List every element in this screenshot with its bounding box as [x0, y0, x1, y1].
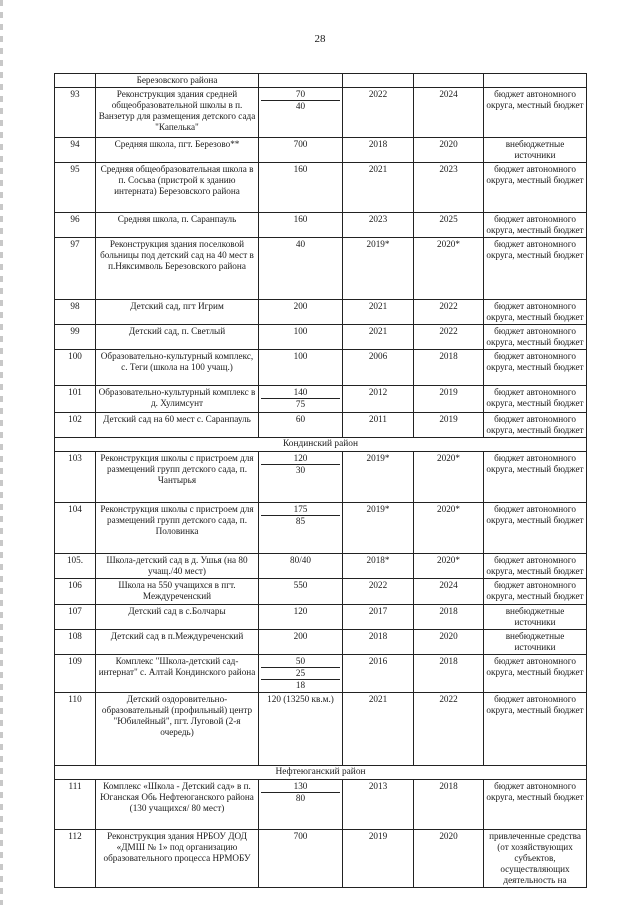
- start-year: 2021: [343, 693, 414, 766]
- table-row: [55, 325, 587, 350]
- capacity-value: 140: [261, 387, 340, 399]
- row-number: 111: [55, 780, 96, 830]
- funding-source: бюджет автономного округа, местный бюджет: [484, 413, 587, 438]
- row-number: 98: [55, 300, 96, 325]
- capacity-cell: [259, 830, 343, 888]
- capacity-value: 130: [261, 781, 340, 793]
- capacity-value: 160: [293, 214, 308, 224]
- capacity-value: 40: [295, 239, 306, 249]
- capacity-value: 18: [295, 680, 306, 690]
- start-year: 2019*: [343, 238, 414, 300]
- section-row: [55, 766, 587, 780]
- capacity-value: 160: [293, 164, 308, 174]
- table-row: [55, 213, 587, 238]
- end-year: 2018: [414, 655, 484, 693]
- end-year: 2020: [414, 138, 484, 163]
- funding-source: бюджет автономного округа, местный бюджет: [484, 579, 587, 605]
- object-name: Детский оздоровительно-образовательный (профильный) центр "Юбилейный", пгт. Луговой (2-я очередь): [96, 693, 259, 766]
- object-name: Реконструкция здания средней общеобразовательной школы в п. Ванзетур для размещения детского сада "Капелька": [96, 88, 259, 138]
- row-number: 104: [55, 503, 96, 554]
- capacity-cell: [259, 655, 343, 693]
- capacity-cell: [259, 238, 343, 300]
- capacity-cell: [259, 630, 343, 655]
- table-row: [55, 503, 587, 554]
- start-year: [343, 74, 414, 88]
- table-row: [55, 630, 587, 655]
- funding-source: бюджет автономного округа, местный бюджет: [484, 300, 587, 325]
- start-year: 2016: [343, 655, 414, 693]
- capacity-cell: [259, 780, 343, 830]
- table-row: [55, 554, 587, 579]
- capacity-cell: [259, 554, 343, 579]
- capacity-cell: [259, 325, 343, 350]
- object-name: Березовского района: [96, 74, 259, 88]
- table-row: [55, 238, 587, 300]
- object-name: Образовательно-культурный комплекс в д. Хулимсунт: [96, 386, 259, 413]
- capacity-value: 120 (13250 кв.м.): [267, 694, 334, 704]
- funding-source: бюджет автономного округа, местный бюджет: [484, 325, 587, 350]
- end-year: 2022: [414, 325, 484, 350]
- scan-edge: [0, 0, 3, 905]
- capacity-cell: [259, 300, 343, 325]
- funding-source: бюджет автономного округа, местный бюджет: [484, 780, 587, 830]
- start-year: 2019: [343, 830, 414, 888]
- object-name: Детский сад в с.Болчары: [96, 605, 259, 630]
- funding-source: [484, 74, 587, 88]
- capacity-value: 120: [261, 453, 340, 465]
- table-row: [55, 452, 587, 503]
- capacity-value: 100: [293, 351, 308, 361]
- capacity-value: 700: [293, 139, 308, 149]
- capacity-value: 40: [295, 101, 306, 111]
- funding-source: бюджет автономного округа, местный бюджет: [484, 503, 587, 554]
- capacity-cell: [259, 163, 343, 213]
- object-name: Средняя общеобразовательная школа в п. Сосьва (пристрой к зданию интерната) Березовского района: [96, 163, 259, 213]
- capacity-value: 30: [295, 465, 306, 475]
- funding-source: бюджет автономного округа, местный бюджет: [484, 88, 587, 138]
- object-name: Комплекс «Школа - Детский сад» в п. Юганская Обь Нефтеюганского района (130 учащихся/ 80 мест): [96, 780, 259, 830]
- row-number: 102: [55, 413, 96, 438]
- row-number: 93: [55, 88, 96, 138]
- table-row: [55, 88, 587, 138]
- end-year: 2020*: [414, 452, 484, 503]
- start-year: 2022: [343, 579, 414, 605]
- end-year: 2023: [414, 163, 484, 213]
- row-number: [55, 74, 96, 88]
- table-row: [55, 300, 587, 325]
- object-name: Детский сад, пгт Игрим: [96, 300, 259, 325]
- capacity-value: 120: [293, 606, 308, 616]
- table-row: [55, 163, 587, 213]
- capacity-value: 80/40: [290, 555, 311, 565]
- row-number: 103: [55, 452, 96, 503]
- capacity-value: 175: [261, 504, 340, 516]
- section-title: Нефтеюганский район: [55, 766, 587, 780]
- end-year: 2018: [414, 605, 484, 630]
- end-year: 2024: [414, 88, 484, 138]
- table-row: [55, 386, 587, 413]
- funding-source: бюджет автономного округа, местный бюджет: [484, 693, 587, 766]
- start-year: 2013: [343, 780, 414, 830]
- row-number: 96: [55, 213, 96, 238]
- capacity-value: 200: [293, 631, 308, 641]
- start-year: 2021: [343, 300, 414, 325]
- funding-source: бюджет автономного округа, местный бюджет: [484, 350, 587, 386]
- funding-source: внебюджетные источники: [484, 630, 587, 655]
- object-name: Детский сад на 60 мест с. Саранпауль: [96, 413, 259, 438]
- capacity-cell: [259, 693, 343, 766]
- row-number: 105.: [55, 554, 96, 579]
- table-row: [55, 780, 587, 830]
- objects-table: [54, 73, 587, 888]
- capacity-value: 85: [295, 516, 306, 526]
- row-number: 100: [55, 350, 96, 386]
- start-year: 2018: [343, 138, 414, 163]
- capacity-cell: [259, 74, 343, 88]
- end-year: 2018: [414, 780, 484, 830]
- start-year: 2018*: [343, 554, 414, 579]
- row-number: 94: [55, 138, 96, 163]
- end-year: 2019: [414, 386, 484, 413]
- table-row: [55, 350, 587, 386]
- table-row: [55, 655, 587, 693]
- end-year: [414, 74, 484, 88]
- capacity-value: 50: [261, 656, 340, 668]
- capacity-value: 25: [261, 668, 340, 680]
- start-year: 2019*: [343, 503, 414, 554]
- capacity-value: 75: [295, 399, 306, 409]
- end-year: 2020: [414, 630, 484, 655]
- table-row: [55, 579, 587, 605]
- start-year: 2017: [343, 605, 414, 630]
- table-row: [55, 605, 587, 630]
- start-year: 2018: [343, 630, 414, 655]
- capacity-cell: [259, 413, 343, 438]
- start-year: 2021: [343, 325, 414, 350]
- object-name: Школа-детский сад в д. Ушья (на 80 учащ./40 мест): [96, 554, 259, 579]
- start-year: 2022: [343, 88, 414, 138]
- start-year: 2012: [343, 386, 414, 413]
- end-year: 2020*: [414, 238, 484, 300]
- capacity-value: 550: [293, 580, 308, 590]
- funding-source: бюджет автономного округа, местный бюджет: [484, 452, 587, 503]
- start-year: 2019*: [343, 452, 414, 503]
- object-name: Реконструкция школы с пристроем для размещений групп детского сада, п. Чантырья: [96, 452, 259, 503]
- object-name: Средняя школа, пгт. Березово**: [96, 138, 259, 163]
- capacity-value: 100: [293, 326, 308, 336]
- capacity-cell: [259, 386, 343, 413]
- funding-source: привлеченные средства (от хозяйствующих субъектов, осуществляющих деятельность на: [484, 830, 587, 888]
- capacity-value: 70: [261, 89, 340, 101]
- section-row: [55, 438, 587, 452]
- end-year: 2024: [414, 579, 484, 605]
- table-row: [55, 830, 587, 888]
- table-row: [55, 74, 587, 88]
- row-number: 112: [55, 830, 96, 888]
- row-number: 97: [55, 238, 96, 300]
- start-year: 2006: [343, 350, 414, 386]
- row-number: 108: [55, 630, 96, 655]
- funding-source: бюджет автономного округа, местный бюджет: [484, 163, 587, 213]
- object-name: Детский сад, п. Светлый: [96, 325, 259, 350]
- object-name: Школа на 550 учащихся в пгт. Междуреченский: [96, 579, 259, 605]
- row-number: 95: [55, 163, 96, 213]
- end-year: 2018: [414, 350, 484, 386]
- end-year: 2020*: [414, 503, 484, 554]
- end-year: 2019: [414, 413, 484, 438]
- capacity-cell: [259, 350, 343, 386]
- row-number: 101: [55, 386, 96, 413]
- object-name: Реконструкция здания НРБОУ ДОД «ДМШ № 1» под организацию образовательного процесса НРМОБУ: [96, 830, 259, 888]
- object-name: Детский сад в п.Междуреченский: [96, 630, 259, 655]
- table-row: [55, 693, 587, 766]
- row-number: 110: [55, 693, 96, 766]
- end-year: 2020: [414, 830, 484, 888]
- row-number: 109: [55, 655, 96, 693]
- object-name: Средняя школа, п. Саранпауль: [96, 213, 259, 238]
- funding-source: бюджет автономного округа, местный бюджет: [484, 213, 587, 238]
- capacity-value: 700: [293, 831, 308, 841]
- capacity-value: 80: [295, 793, 306, 803]
- capacity-cell: [259, 503, 343, 554]
- funding-source: бюджет автономного округа, местный бюджет: [484, 554, 587, 579]
- capacity-cell: [259, 452, 343, 503]
- end-year: 2025: [414, 213, 484, 238]
- end-year: 2022: [414, 300, 484, 325]
- section-title: Кондинский район: [55, 438, 587, 452]
- row-number: 99: [55, 325, 96, 350]
- object-name: Образовательно-культурный комплекс, с. Теги (школа на 100 учащ.): [96, 350, 259, 386]
- end-year: 2022: [414, 693, 484, 766]
- capacity-value: 200: [293, 301, 308, 311]
- capacity-cell: [259, 579, 343, 605]
- start-year: 2011: [343, 413, 414, 438]
- end-year: 2020*: [414, 554, 484, 579]
- row-number: 107: [55, 605, 96, 630]
- funding-source: бюджет автономного округа, местный бюджет: [484, 386, 587, 413]
- object-name: Реконструкция школы с пристроем для размещений групп детского сада, п. Половинка: [96, 503, 259, 554]
- row-number: 106: [55, 579, 96, 605]
- funding-source: бюджет автономного округа, местный бюджет: [484, 238, 587, 300]
- object-name: Комплекс "Школа-детский сад-интернат" с. Алтай Кондинского района: [96, 655, 259, 693]
- funding-source: бюджет автономного округа, местный бюджет: [484, 655, 587, 693]
- funding-source: внебюджетные источники: [484, 138, 587, 163]
- start-year: 2021: [343, 163, 414, 213]
- capacity-cell: [259, 605, 343, 630]
- page-number: 28: [314, 33, 326, 45]
- start-year: 2023: [343, 213, 414, 238]
- capacity-cell: [259, 88, 343, 138]
- funding-source: внебюджетные источники: [484, 605, 587, 630]
- table-row: [55, 138, 587, 163]
- capacity-cell: [259, 138, 343, 163]
- capacity-value: 60: [295, 414, 306, 424]
- table-row: [55, 413, 587, 438]
- capacity-cell: [259, 213, 343, 238]
- object-name: Реконструкция здания поселковой больницы под детский сад на 40 мест в п.Няксимволь Березовского района: [96, 238, 259, 300]
- objects-table-body: [55, 74, 587, 888]
